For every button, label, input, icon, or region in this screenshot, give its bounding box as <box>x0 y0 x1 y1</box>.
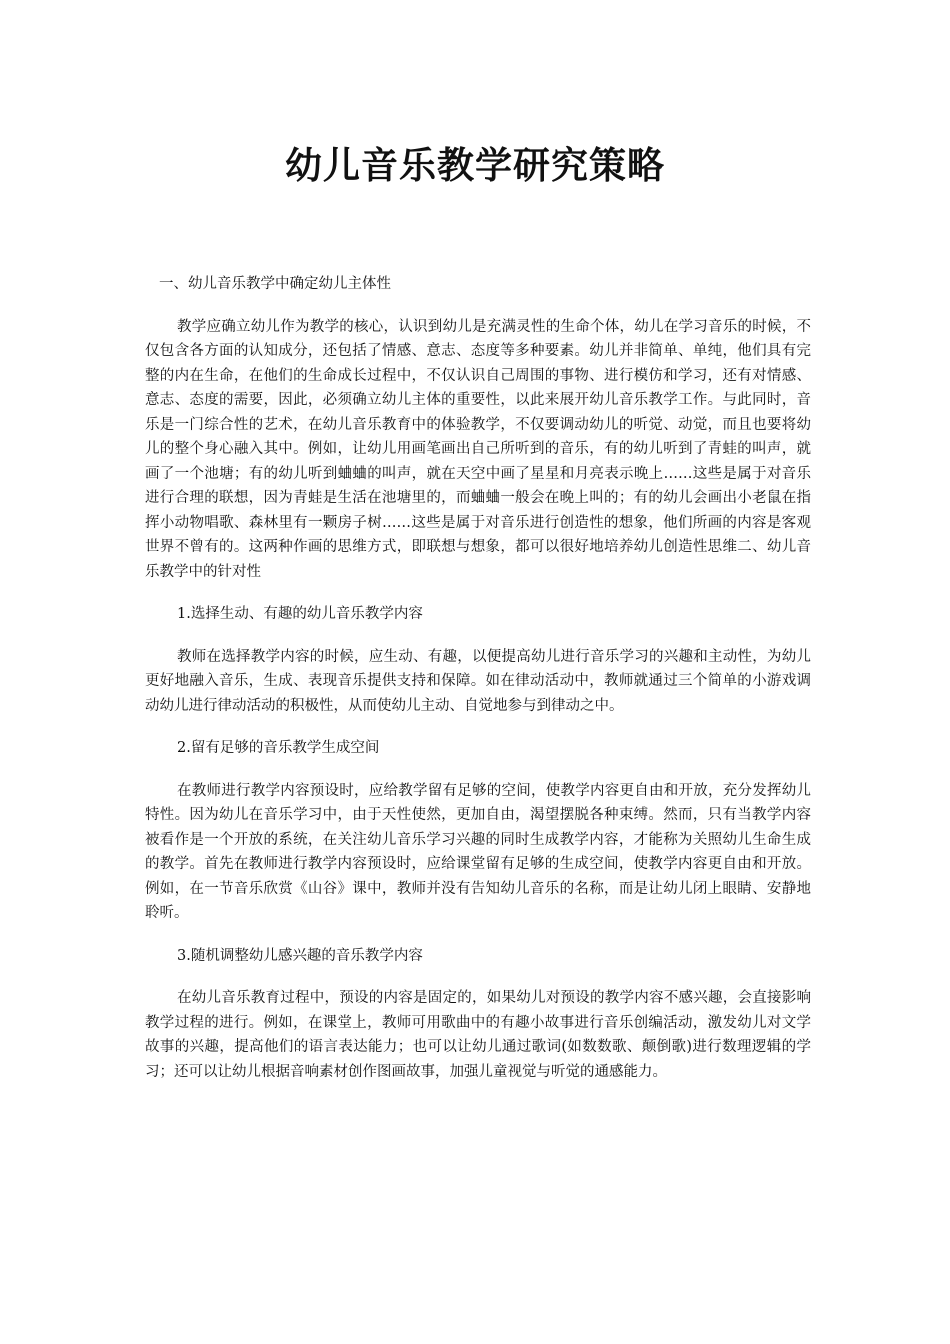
sub-heading-2: 2.留有足够的音乐教学生成空间 <box>177 740 380 756</box>
section-heading-1: 一、幼儿音乐教学中确定幼儿主体性 <box>159 276 391 292</box>
sub-paragraph-2: 在教师进行教学内容预设时，应给教学留有足够的空间，使教学内容更自由和开放，充分发挥幼儿特性。因为幼儿在音乐学习中，由于天性使然，更加自由，渴望摆脱各种束缚。然而，只有当教学内容被看作是一个开放的系统，在关注幼儿音乐学习兴趣的同时生成教学内容，才能称为关照幼儿生命生成的教学。首先在教师进行教学内容预设时，应给课堂留有足够的生成空间，使教学内容更自由和开放。例如，在一节音乐欣赏《山谷》课中，教师并没有告知幼儿音乐的名称，而是让幼儿闭上眼睛、安静地聆听。 <box>145 782 811 921</box>
sub-heading-3: 3.随机调整幼儿感兴趣的音乐教学内容 <box>177 947 423 964</box>
section-paragraph-1: 教学应确立幼儿作为教学的核心，认识到幼儿是充满灵性的生命个体，幼儿在学习音乐的时候，不仅包含各方面的认知成分，还包括了情感、意志、态度等多种要素。幼儿并非简单、单纯，他们具有完整的内在生命，在他们的生命成长过程中，不仅认识自己周围的事物、进行模仿和学习，还有对情感、意志、态度的需要，因此，必须确立幼儿主体的重要性，以此来展开幼儿音乐教学工作。与此同时，音乐是一门综合性的艺术，在幼儿音乐教育中的体验教学，不仅要调动幼儿的听觉、动觉，而且也要将幼儿的整个身心融入其中。例如，让幼儿用画笔画出自己所听到的音乐，有的幼儿听到了青蛙的叫声，就画了一个池塘；有的幼儿听到蛐蛐的叫声，就在天空中画了星星和月亮表示晚上……这些是属于对音乐进行合理的联想，因为青蛙是生活在池塘里的，而蛐蛐一般会在晚上叫的；有的幼儿会画出小老鼠在指挥小动物唱歌、森林里有一颗房子树……这些是属于对音乐进行创造性的想象，他们所画的内容是客观世界不曾有的。这两种作画的思维方式，即联想与想象，都可以很好地培养幼儿创造性思维二、幼儿音乐教学中的针对性 <box>145 318 811 580</box>
sub-paragraph-1: 教师在选择教学内容的时候，应生动、有趣，以便提高幼儿进行音乐学习的兴趣和主动性，为幼儿更好地融入音乐，生成、表现音乐提供支持和保障。如在律动活动中，教师就通过三个简单的小游戏调动幼儿进行律动活动的积极性，从而使幼儿主动、自觉地参与到律动之中。 <box>145 648 811 714</box>
page-title: 幼儿音乐教学研究策略 <box>285 144 665 187</box>
sub-heading-1: 1.选择生动、有趣的幼儿音乐教学内容 <box>177 606 423 622</box>
document-body <box>145 272 811 1102</box>
sub-paragraph-3: 在幼儿音乐教育过程中，预设的内容是固定的，如果幼儿对预设的教学内容不感兴趣，会直接影响教学过程的进行。例如，在课堂上，教师可用歌曲中的有趣小故事进行音乐创编活动，激发幼儿对文学故事的兴趣，提高他们的语言表达能力；也可以让幼儿通过歌词(如数数歌、颠倒歌)进行数理逻辑的学习；还可以让幼儿根据音响素材创作图画故事，加强儿童视觉与听觉的通感能力。 <box>145 990 811 1080</box>
